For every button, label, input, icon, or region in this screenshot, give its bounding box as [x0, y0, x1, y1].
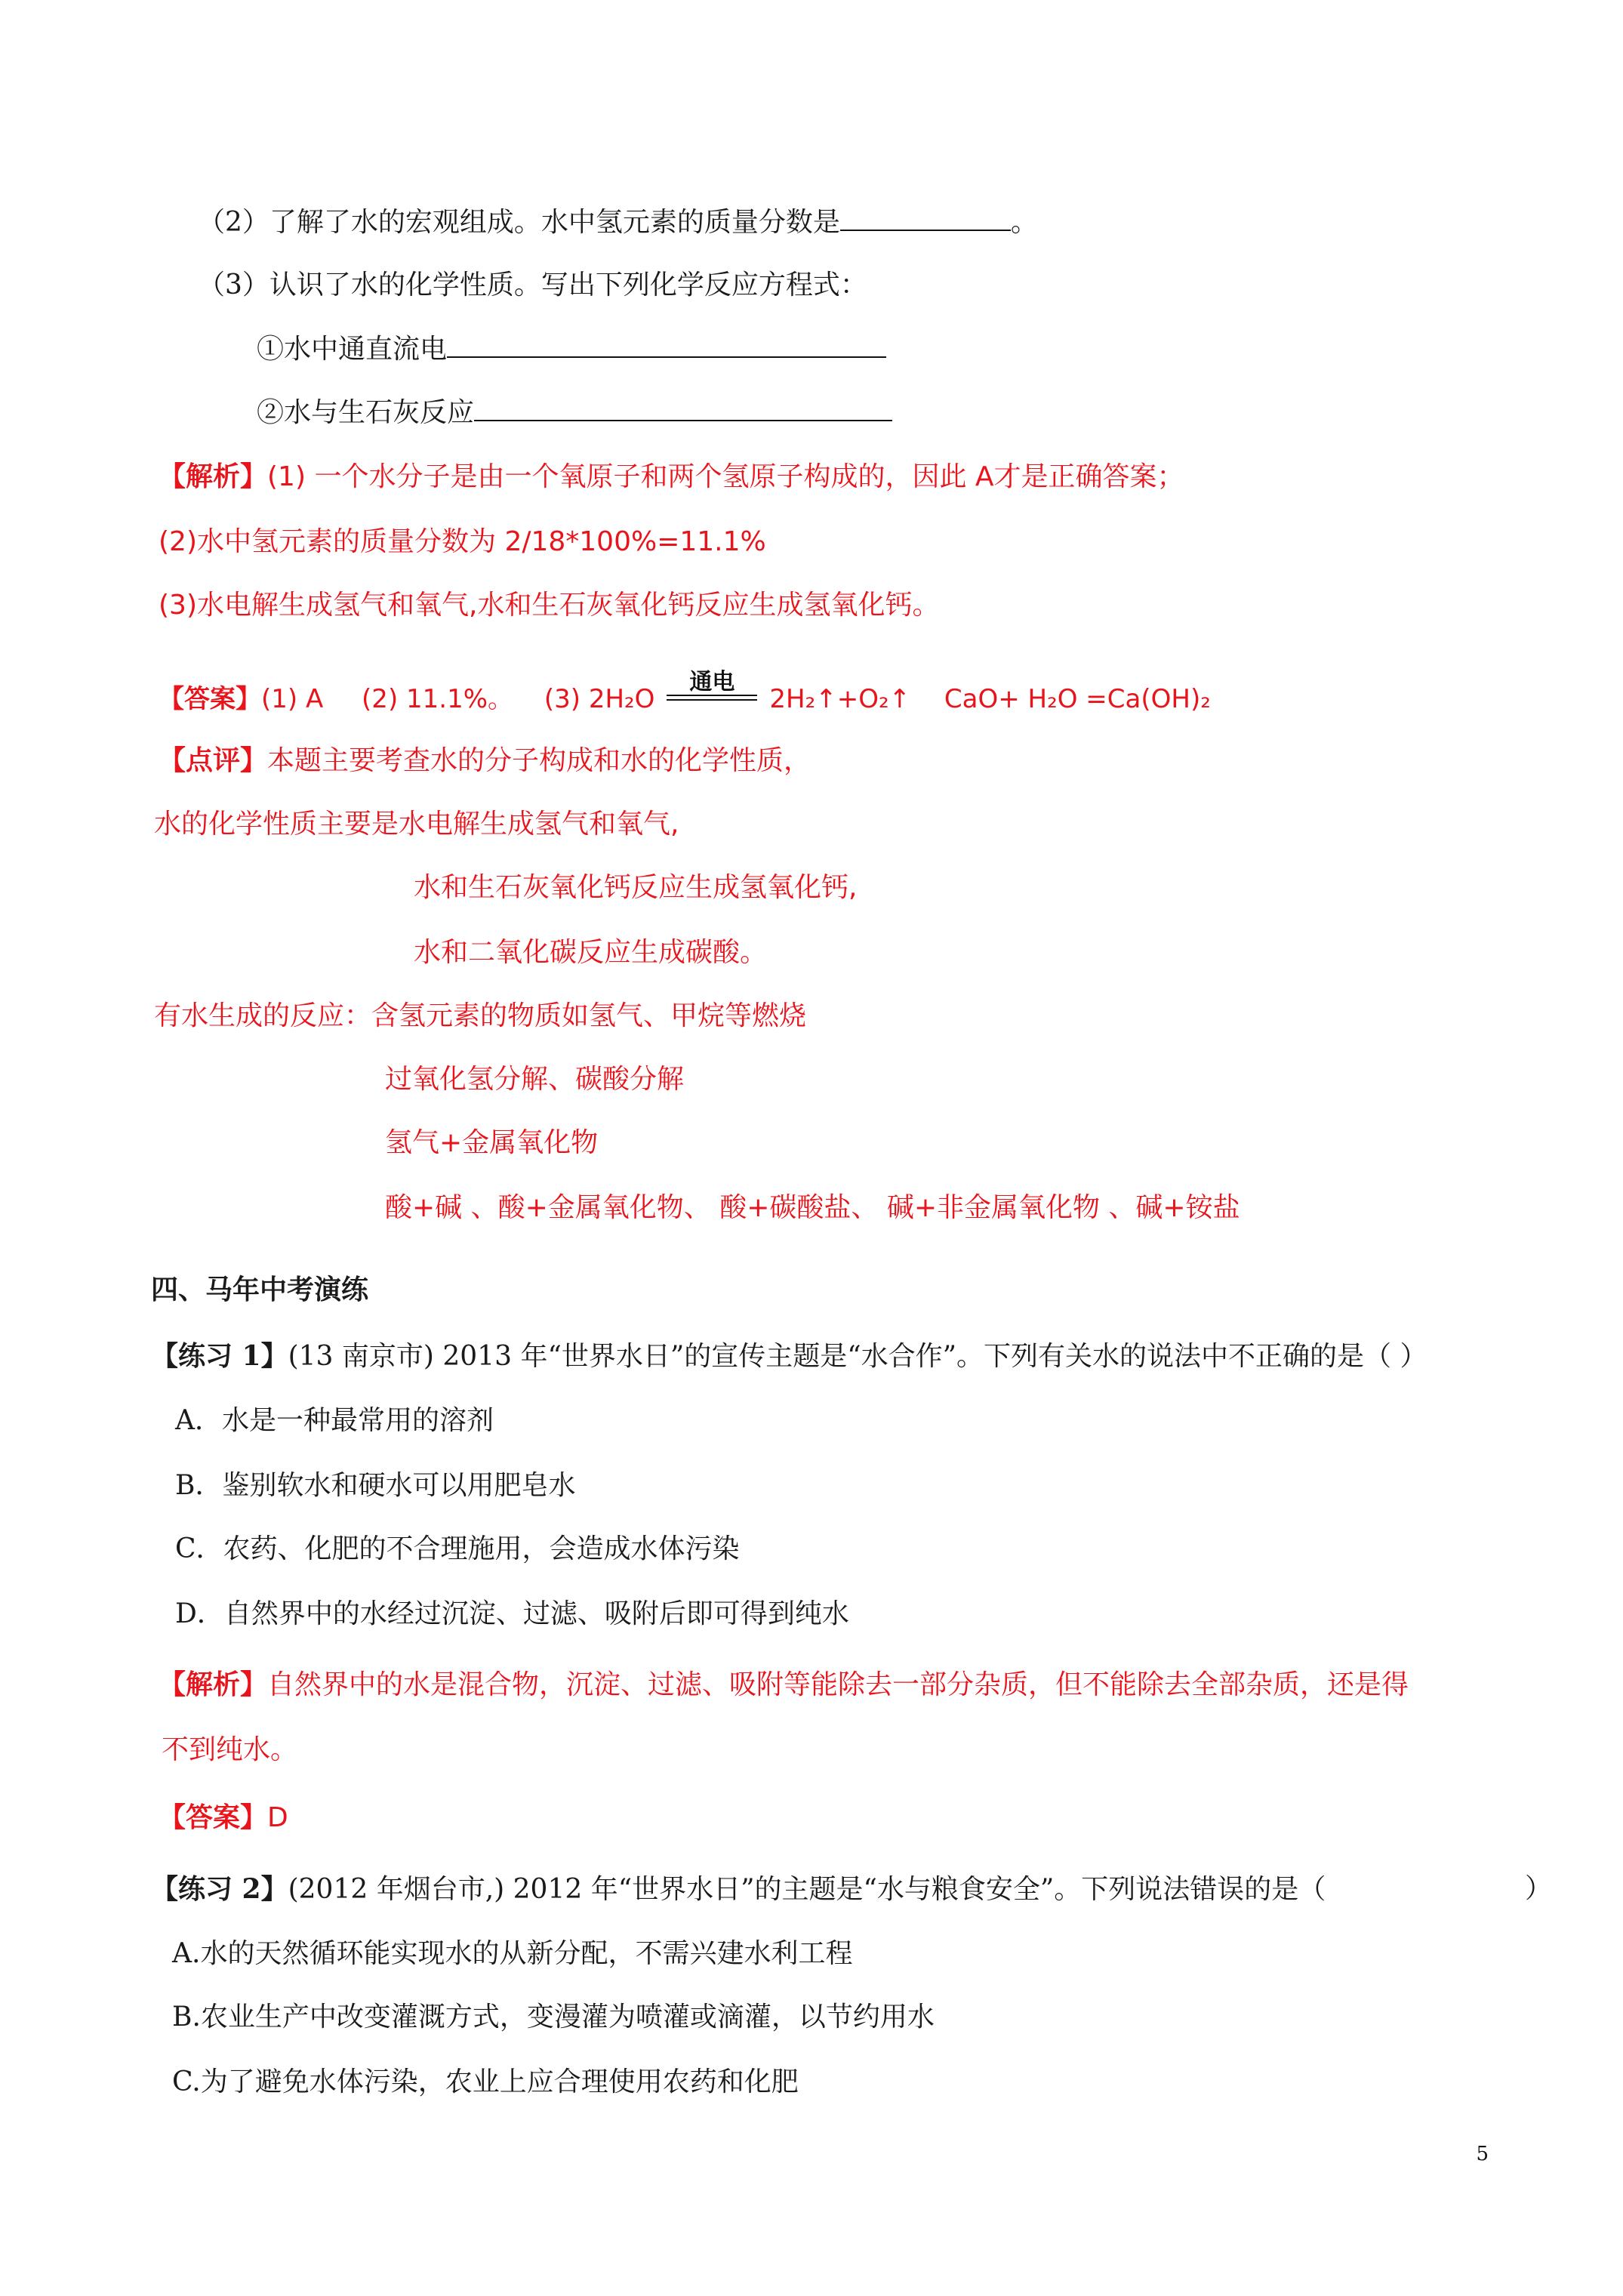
analysis-tag: 【解析】	[159, 461, 268, 492]
comment-line-5: 有水生成的反应：含氢元素的物质如氢气、甲烷等燃烧	[154, 1000, 807, 1031]
comment-line-7: 氢气+金属氧化物	[385, 1127, 599, 1158]
answer-part-2: (2) 11.1%。	[362, 684, 514, 714]
page-number: 5	[1476, 2143, 1489, 2165]
exercise-1-option-c: C．农药、化肥的不合理施用，会造成水体污染	[175, 1533, 740, 1564]
exercise-2-close: ）	[1525, 1873, 1553, 1904]
answer-part-3: (3) 2H₂O	[544, 684, 655, 714]
exercise-1-answer	[159, 1801, 288, 1835]
exercise-1-tag: 【练习 1】	[151, 1340, 288, 1372]
reaction-condition: 通电	[689, 669, 735, 695]
question-3a	[257, 332, 886, 366]
exercise-2-text: (2012 年烟台市,) 2012 年“世界水日”的主题是“水与粮食安全”。下列说法错误的是（	[288, 1874, 1326, 1905]
analysis-text: 自然界中的水是混合物，沉淀、过滤、吸附等能除去一部分杂质，但不能除去全部杂质，还是得	[267, 1669, 1409, 1700]
analysis-line-3: (3)水电解生成氢气和氧气,水和生石灰氧化钙反应生成氢氧化钙。	[159, 590, 940, 621]
comment-line-2: 水的化学性质主要是水电解生成氢气和氧气,	[154, 809, 679, 840]
answer-text: D	[267, 1802, 288, 1833]
answer-part-4: 2H₂↑+O₂↑	[769, 684, 911, 714]
question-2-text: （2）了解了水的宏观组成。水中氢元素的质量分数是	[198, 207, 840, 238]
comment-line-4: 水和二氧化碳反应生成碳酸。	[414, 937, 768, 968]
exercise-1	[151, 1339, 1427, 1373]
analysis-tag: 【解析】	[159, 1669, 268, 1700]
exercise-2-tag: 【练习 2】	[151, 1873, 288, 1905]
exercise-1-option-b: B．鉴别软水和硬水可以用肥皂水	[175, 1470, 576, 1501]
exercise-2-option-b: B.农业生产中改变灌溉方式，变漫灌为喷灌或滴灌，以节约用水	[172, 2002, 935, 2032]
comment-line-8: 酸+碱 、酸+金属氧化物、 酸+碳酸盐、 碱+非金属氧化物 、碱+铵盐	[385, 1192, 1240, 1223]
exercise-1-analysis	[159, 1669, 1409, 1702]
exercise-2-option-a: A.水的天然循环能实现水的从新分配，不需兴建水利工程	[172, 1938, 853, 1969]
question-3b	[257, 396, 892, 430]
question-2	[198, 205, 1038, 239]
reaction-arrow	[667, 669, 757, 716]
question-3: （3）认识了水的化学性质。写出下列化学反应方程式：	[198, 270, 867, 300]
answer-blank	[474, 396, 892, 421]
answer-line	[159, 669, 1211, 716]
comment-text: 本题主要考查水的分子构成和水的化学性质，	[267, 745, 812, 776]
exercise-2	[151, 1872, 1326, 1906]
question-3a-text: ①水中通直流电	[257, 334, 448, 365]
comment-tag: 【点评】	[159, 745, 268, 776]
answer-tag: 【答案】	[159, 684, 261, 714]
analysis-line-2: (2)水中氢元素的质量分数为 2/18*100%=11.1%	[159, 526, 766, 557]
answer-part-5: CaO+ H₂O =Ca(OH)₂	[944, 684, 1211, 714]
exercise-1-analysis-cont: 不到纯水。	[162, 1734, 298, 1765]
analysis-line-1	[159, 461, 1184, 494]
exercise-1-option-d: D．自然界中的水经过沉淀、过滤、吸附后即可得到纯水	[175, 1598, 849, 1629]
comment-line-3: 水和生石灰氧化钙反应生成氢氧化钙,	[414, 872, 858, 903]
answer-blank	[447, 332, 886, 358]
comment-line	[159, 744, 811, 778]
exercise-1-text: (13 南京市) 2013 年“世界水日”的宣传主题是“水合作”。下列有关水的说法中不正确的是（ ）	[288, 1341, 1427, 1372]
answer-part-1: (1) A	[261, 684, 324, 714]
exercise-1-option-a: A．水是一种最常用的溶剂	[175, 1405, 494, 1436]
question-2-end: 。	[1010, 207, 1038, 238]
answer-tag: 【答案】	[159, 1802, 268, 1833]
section-heading: 四、马年中考演练	[151, 1274, 369, 1305]
answer-blank	[840, 205, 1011, 231]
comment-line-6: 过氧化氢分解、碳酸分解	[385, 1064, 685, 1095]
exercise-2-option-c: C.为了避免水体污染，农业上应合理使用农药和化肥	[172, 2066, 799, 2097]
analysis-text: (1) 一个水分子是由一个氧原子和两个氢原子构成的，因此 A才是正确答案；	[267, 461, 1184, 492]
question-3b-text: ②水与生石灰反应	[257, 397, 475, 428]
